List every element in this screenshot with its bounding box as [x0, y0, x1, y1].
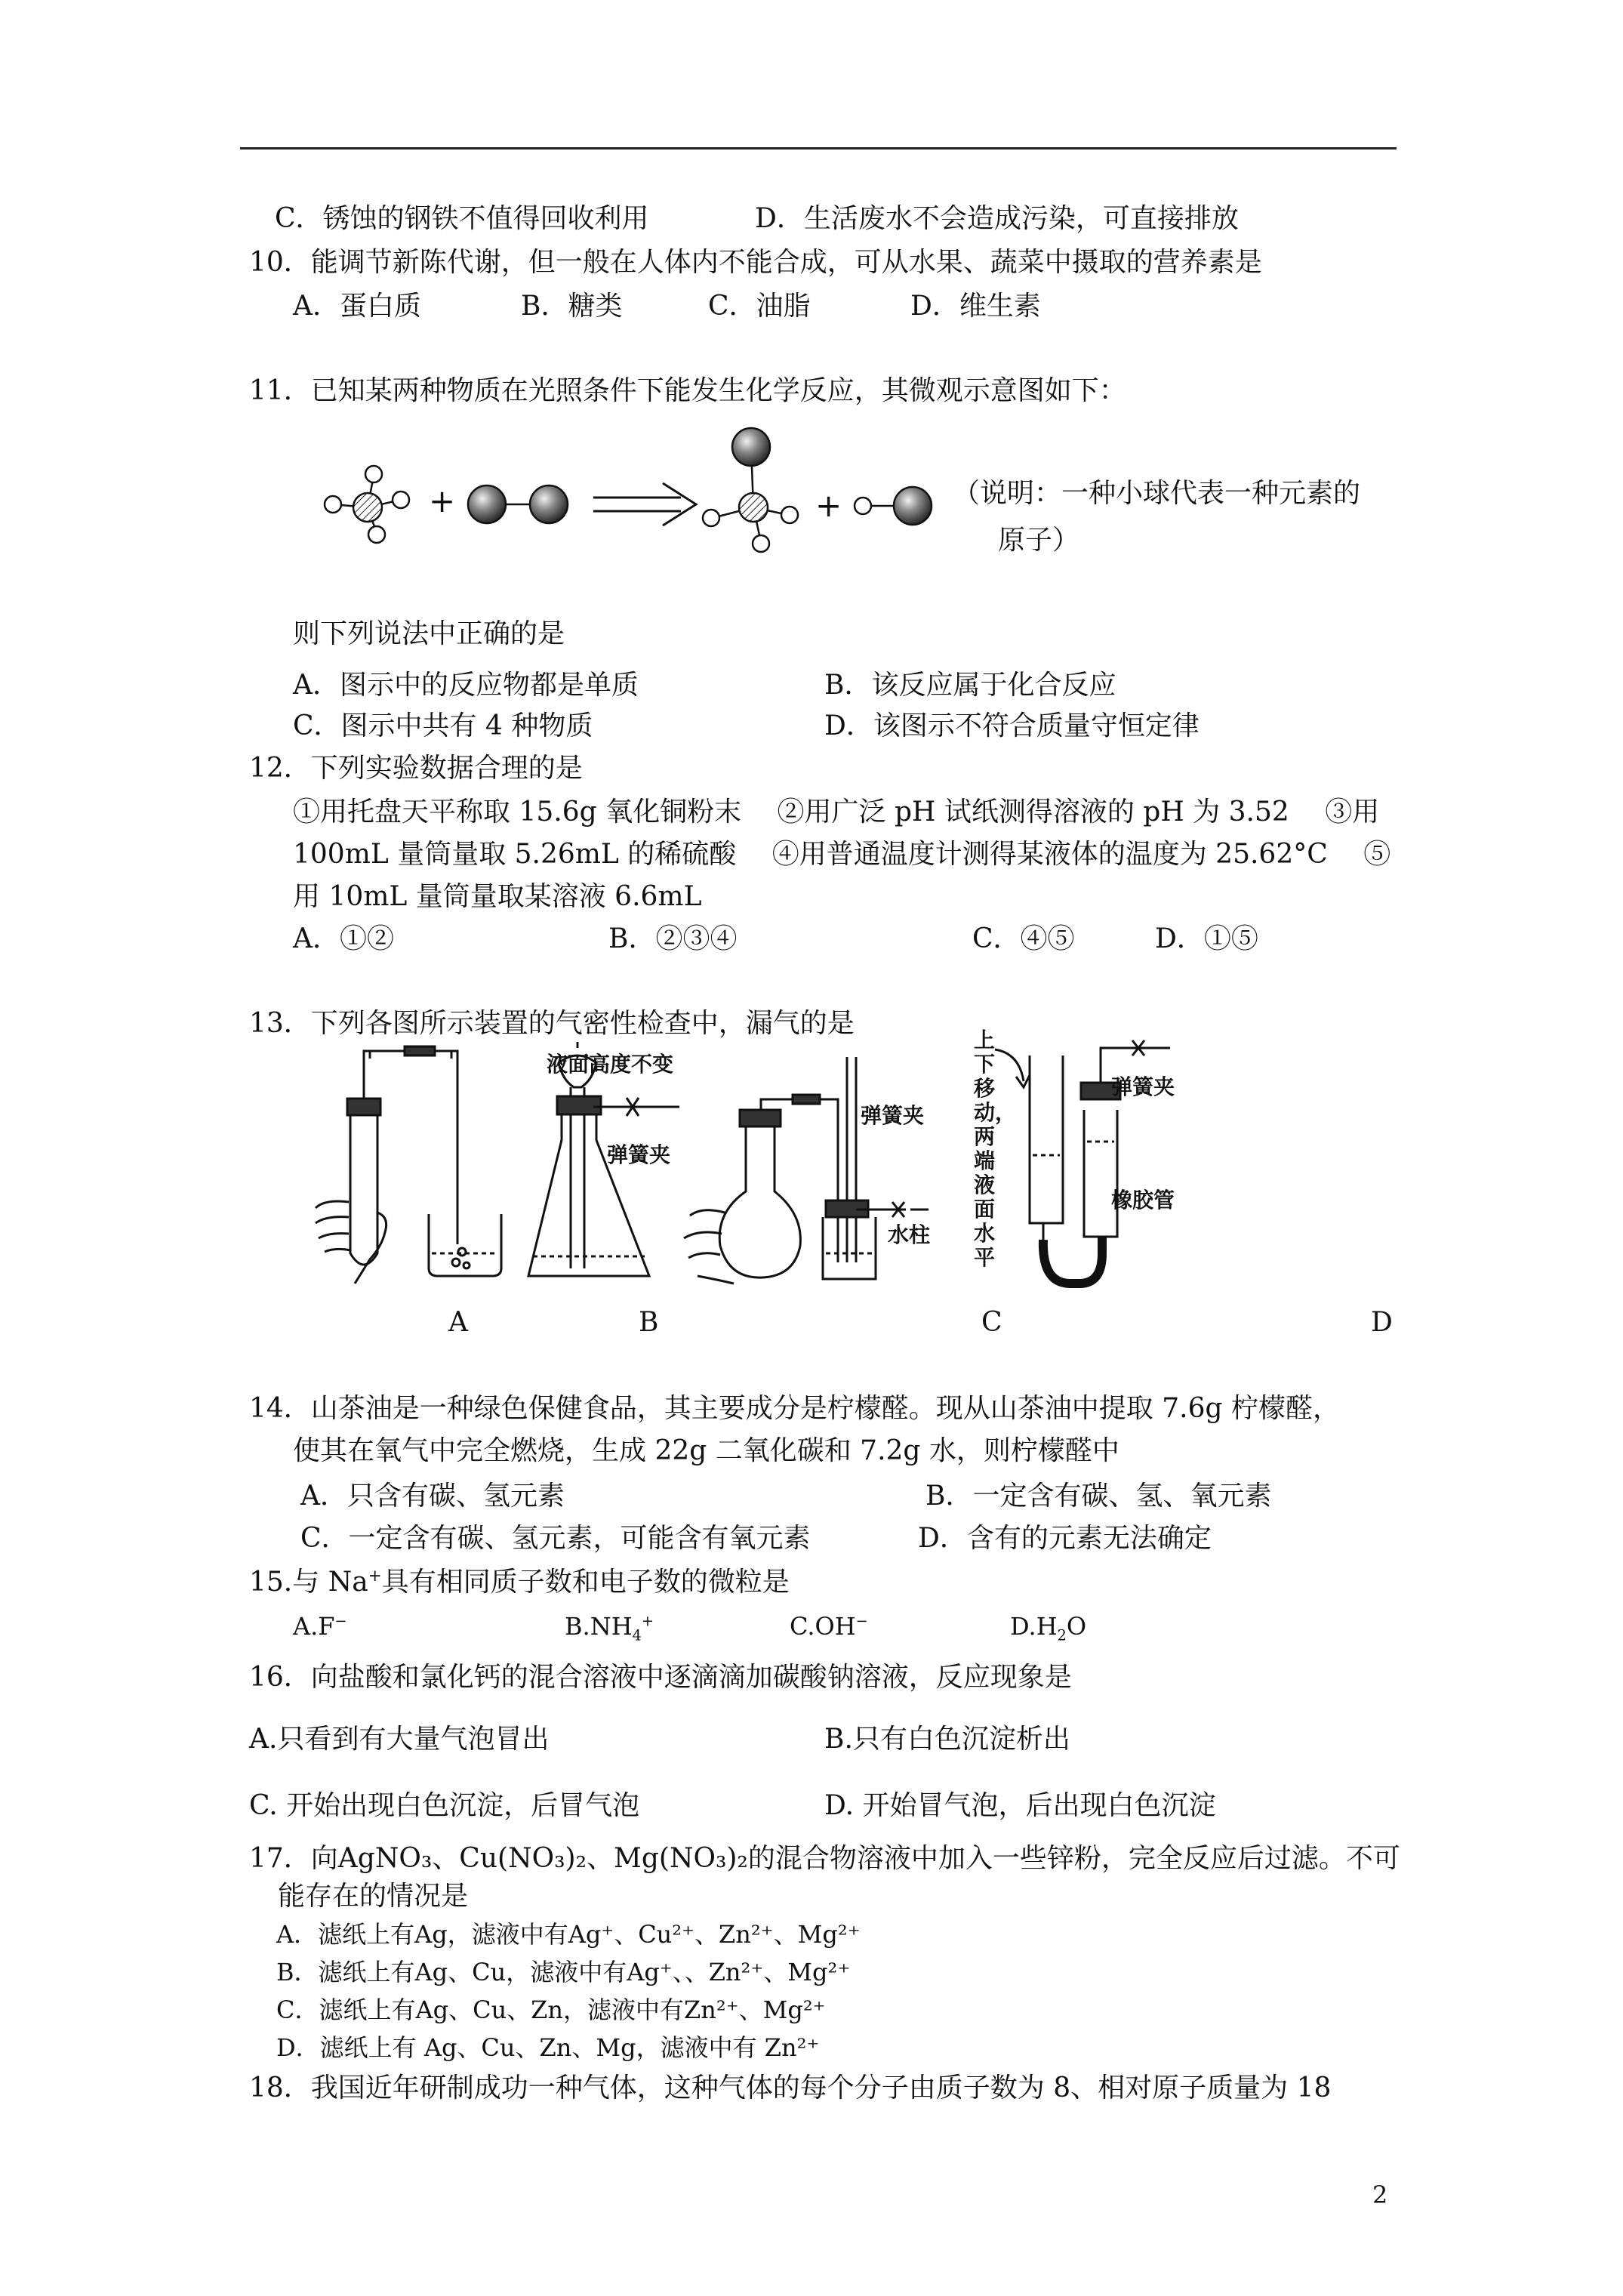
- q10-option-b: B．糖类: [521, 291, 623, 322]
- q10-option-d: D．维生素: [910, 291, 1041, 322]
- label-c-water-column: 水柱: [888, 1222, 931, 1247]
- label-d-spring-clip: 弹簧夹: [1111, 1074, 1175, 1099]
- q17-option-b: B．滤纸上有Ag、Cu，滤液中有Ag⁺、、Zn²⁺、Mg²⁺: [276, 1958, 851, 1986]
- q11-note-line2: 原子）: [998, 525, 1080, 556]
- q16-option-a: A.只看到有大量气泡冒出: [249, 1724, 550, 1755]
- q12-line3: 用 10mL 量筒量取某溶液 6.6mL: [293, 881, 702, 912]
- q9-option-c: C．锈蚀的钢铁不值得回收利用: [275, 203, 649, 234]
- q12-option-c: C．④⑤: [972, 923, 1075, 954]
- q17-option-a: A．滤纸上有Ag，滤液中有Ag⁺、Cu²⁺、Zn²⁺、Mg²⁺: [276, 1920, 861, 1949]
- q15-option-a: A.F−: [293, 1612, 347, 1641]
- label-b-level-unchanged: 液面高度不变: [547, 1052, 674, 1077]
- q13-letter-c: C: [981, 1307, 1002, 1338]
- q10-option-a: A．蛋白质: [293, 291, 421, 322]
- q14-line2: 使其在氧气中完全燃烧，生成 22g 二氧化碳和 7.2g 水，则柠檬醛中: [293, 1435, 1119, 1466]
- q11-option-b: B．该反应属于化合反应: [824, 670, 1116, 701]
- q11-option-d: D．该图示不符合质量守恒定律: [824, 710, 1200, 741]
- q13-letter-a: A: [448, 1307, 468, 1338]
- q15-option-c: C.OH−: [790, 1612, 868, 1641]
- q16-stem: 16．向盐酸和氯化钙的混合溶液中逐滴滴加碳酸钠溶液，反应现象是: [249, 1662, 1072, 1693]
- page-number: 2: [1372, 2180, 1388, 2209]
- q12-option-d: D．①⑤: [1155, 923, 1258, 954]
- plus-sign-1: +: [429, 482, 456, 519]
- q10-option-c: C．油脂: [708, 291, 811, 322]
- label-c-spring-clip: 弹簧夹: [861, 1103, 925, 1128]
- q14-option-c: C．一定含有碳、氢元素，可能含有氧元素: [300, 1523, 811, 1554]
- q12-line1: ①用托盘天平称取 15.6g 氧化铜粉末 ②用广泛 pH 试纸测得溶液的 pH 为 3.52 ③用: [293, 797, 1380, 827]
- q16-option-c: C. 开始出现白色沉淀，后冒气泡: [249, 1790, 640, 1821]
- q12-option-b: B．②③④: [608, 923, 738, 954]
- q13-letter-b: B: [639, 1307, 659, 1338]
- q11-option-a: A．图示中的反应物都是单质: [293, 670, 639, 701]
- label-d-move: 上下移动，两端液面水平: [974, 1028, 1017, 1270]
- q15-option-b: $B.NH_4^+$: [565, 1612, 654, 1644]
- q14-option-d: D．含有的元素无法确定: [918, 1523, 1212, 1554]
- label-d-rubber-tube: 橡胶管: [1111, 1188, 1175, 1213]
- q11-ask: 则下列说法中正确的是: [293, 618, 565, 649]
- q16-option-b: B.只有白色沉淀析出: [824, 1724, 1070, 1755]
- q14-option-b: B．一定含有碳、氢、氧元素: [925, 1481, 1272, 1512]
- q14-option-a: A．只含有碳、氢元素: [300, 1481, 565, 1512]
- plus-sign-2: +: [815, 487, 842, 524]
- apparatus-c: [684, 1057, 929, 1284]
- q17-line1: 17．向AgNO₃、Cu(NO₃)₂、Mg(NO₃)₂的混合物溶液中加入一些锌粉，完全反应后过滤。不可: [249, 1843, 1400, 1874]
- q17-option-d: D．滤纸上有 Ag、Cu、Zn、Mg，滤液中有 Zn²⁺: [276, 2033, 820, 2062]
- q15-stem: 15.与 Na+具有相同质子数和电子数的微粒是: [249, 1567, 790, 1598]
- q11-stem: 11．已知某两种物质在光照条件下能发生化学反应，其微观示意图如下：: [249, 375, 1126, 406]
- q12-line2: 100mL 量筒量取 5.26mL 的稀硫酸 ④用普通温度计测得某液体的温度为 25.62°C ⑤: [293, 839, 1391, 870]
- q12-option-a: A．①②: [293, 923, 394, 954]
- q9-option-d: D．生活废水不会造成污染，可直接排放: [755, 203, 1239, 234]
- q16-option-d: D. 开始冒气泡，后出现白色沉淀: [824, 1790, 1216, 1821]
- q17-option-c: C．滤纸上有Ag、Cu、Zn，滤液中有Zn²⁺、Mg²⁺: [276, 1996, 826, 2024]
- q11-option-c: C．图示中共有 4 种物质: [293, 710, 593, 741]
- apparatus-a: [316, 1046, 501, 1284]
- q13-letter-d: D: [1371, 1307, 1393, 1338]
- q15-option-d: $D.H_2O$: [1010, 1612, 1087, 1644]
- q14-line1: 14．山茶油是一种绿色保健食品，其主要成分是柠檬醛。现从山茶油中提取 7.6g 柠檬醛，: [249, 1393, 1340, 1424]
- q12-stem: 12．下列实验数据合理的是: [249, 753, 583, 784]
- q18-line1: 18．我国近年研制成功一种气体，这种气体的每个分子由质子数为 8、相对原子质量为 18: [249, 2073, 1332, 2103]
- q17-line2: 能存在的情况是: [278, 1881, 469, 1912]
- q13-stem: 13．下列各图所示装置的气密性检查中，漏气的是: [249, 1008, 855, 1039]
- label-b-spring-clip: 弹簧夹: [607, 1142, 671, 1167]
- q11-note-line1: （说明：一种小球代表一种元素的: [953, 478, 1361, 509]
- q10-stem: 10．能调节新陈代谢，但一般在人体内不能合成，可从水果、蔬菜中摄取的营养素是: [249, 247, 1262, 278]
